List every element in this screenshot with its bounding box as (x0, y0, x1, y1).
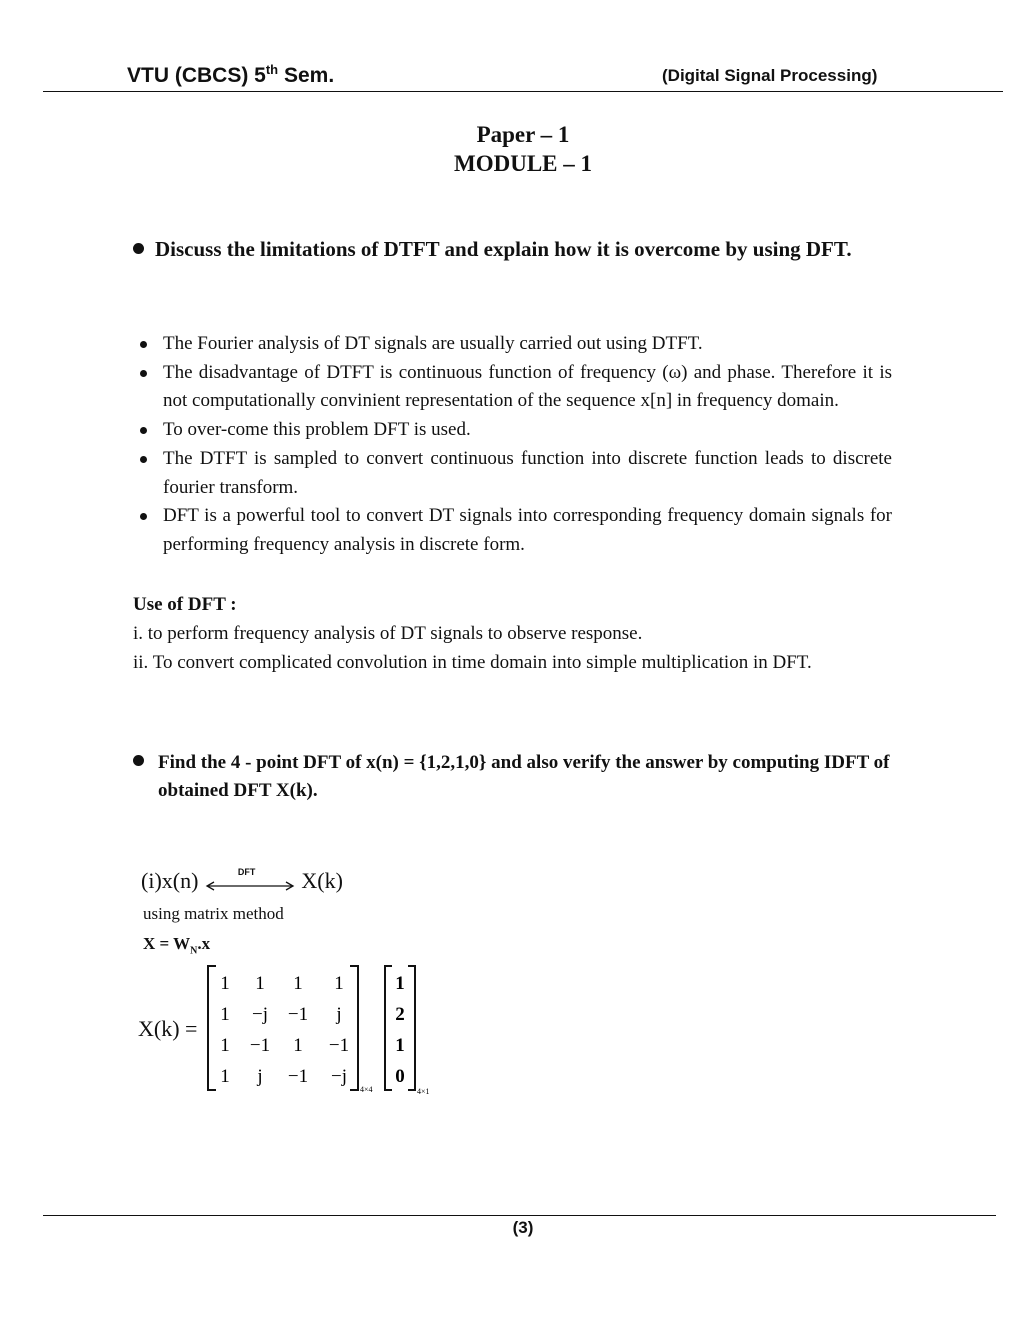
solution-line-1: (i)x(n) DFT X(k) (141, 866, 343, 893)
matrix-subscript: 4×4 (360, 1085, 373, 1094)
question-2: Find the 4 - point DFT of x(n) = {1,2,1,0} and also verify the answer by computing IDFT of obtained DFT X(k). (133, 749, 893, 805)
matrix-lhs: X(k) = (138, 1016, 198, 1041)
matrix-cell: 1 (293, 1035, 303, 1056)
vector-subscript: 4×1 (417, 1087, 430, 1096)
question-1: Discuss the limitations of DTFT and explain how it is overcome by using DFT. (133, 237, 852, 262)
matrix-cell: 1 (293, 973, 303, 994)
matrix-cell: j (336, 1004, 342, 1025)
use-item: ii. To convert complicated convolution in time domain into simple multiplication in DFT. (133, 652, 812, 673)
matrix-cell: −1 (249, 1035, 271, 1056)
use-of-dft (133, 590, 893, 677)
matrix-right-bracket (350, 966, 358, 1090)
use-item: i. to perform frequency analysis of DT signals to observe response. (133, 623, 643, 644)
matrix-left-bracket (208, 966, 216, 1090)
page-number: (3) (512, 1218, 534, 1237)
bullet-icon (133, 243, 144, 254)
list-item: The DTFT is sampled to convert continuous function into discrete function leads to discrete fourier transform. (140, 445, 892, 502)
use-heading: Use of DFT : (133, 594, 237, 615)
list-item: The disadvantage of DTFT is continuous function of frequency (ω) and phase. Therefore it is not computationally convinient representation of the sequence x[n] in frequency domain. (140, 359, 892, 416)
bullet-icon (133, 755, 144, 766)
matrix-cell: 1 (220, 973, 230, 994)
matrix-cell: 1 (255, 973, 265, 994)
dft-matrix-equation (200, 962, 510, 1102)
list-item: To over-come this problem DFT is used. (140, 416, 892, 445)
matrix-cell: 1 (220, 1066, 230, 1087)
bullet-icon (140, 427, 147, 434)
header-subject: (Digital Signal Processing) (662, 66, 878, 85)
matrix-cell: j (257, 1066, 263, 1087)
vector-cell: 2 (395, 1004, 405, 1025)
matrix-cell: 1 (220, 1004, 230, 1025)
header-course: VTU (CBCS) 5th Sem. (127, 62, 335, 87)
bullet-icon (140, 341, 147, 348)
list-item: The Fourier analysis of DT signals are usually carried out using DTFT. (140, 330, 892, 359)
vector-cell: 1 (395, 973, 405, 994)
list-item: DFT is a powerful tool to convert DT signals into corresponding frequency domain signals for performing frequency analysis in discrete form. (140, 502, 892, 559)
bullet-icon (140, 513, 147, 520)
matrix-cell: 1 (334, 973, 344, 994)
module-title: MODULE – 1 (454, 151, 592, 176)
header-rule (43, 91, 1003, 92)
solution-line-3: $X = W_N.x$ (143, 934, 211, 957)
vector-cell: 0 (395, 1066, 405, 1087)
paper-title: Paper – 1 (476, 122, 570, 147)
matrix-cell: −1 (287, 1066, 309, 1087)
bullet-icon (140, 370, 147, 377)
matrix-cell: −j (331, 1066, 347, 1087)
matrix-cell: −1 (287, 1004, 309, 1025)
matrix-cell: −1 (328, 1035, 350, 1056)
solution-line-2: using matrix method (143, 904, 284, 923)
footer-rule (43, 1215, 996, 1216)
answer-1-list (140, 330, 892, 560)
vector-right-bracket (408, 966, 415, 1090)
vector-cell: 1 (395, 1035, 405, 1056)
vector-left-bracket (385, 966, 392, 1090)
matrix-cell: −j (252, 1004, 268, 1025)
double-arrow-icon: DFT (204, 873, 296, 893)
bullet-icon (140, 456, 147, 463)
matrix-cell: 1 (220, 1035, 230, 1056)
